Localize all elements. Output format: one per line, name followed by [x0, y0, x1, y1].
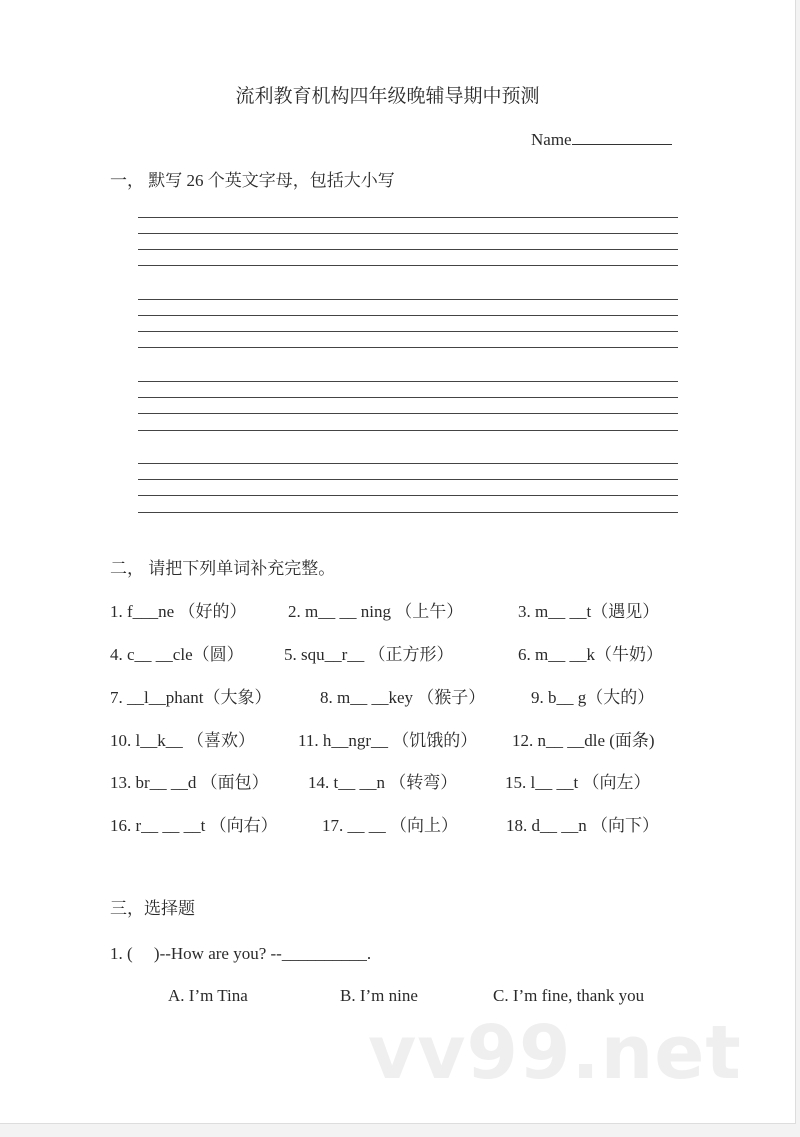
writing-line [138, 331, 678, 332]
writing-line [138, 430, 678, 431]
option-c: C. I’m fine, thank you [493, 986, 645, 1005]
writing-line [138, 413, 678, 414]
section2-heading: 二， 请把下列单词补充完整。 [110, 559, 336, 578]
page-title: 流利教育机构四年级晚辅导期中预测 [235, 86, 540, 107]
writing-line [138, 217, 678, 218]
writing-line [138, 479, 678, 480]
name-label: Name [531, 130, 572, 149]
fill-item: 1. f___ne （好的） [110, 602, 247, 621]
writing-line [138, 397, 678, 398]
watermark: vv99.net [368, 1010, 742, 1096]
fill-item: 18. d__ __n （向下） [506, 816, 659, 835]
fill-item: 3. m__ __t（遇见） [518, 602, 660, 621]
writing-line [138, 512, 678, 513]
fill-item: 17. __ __ （向上） [322, 816, 458, 835]
writing-line [138, 233, 678, 234]
fill-item: 13. br__ __d （面包） [110, 773, 269, 792]
writing-line [138, 347, 678, 348]
writing-line [138, 463, 678, 464]
writing-line [138, 299, 678, 300]
fill-item: 8. m__ __key （猴子） [320, 688, 486, 707]
name-field [531, 130, 672, 150]
fill-item: 6. m__ __k（牛奶） [518, 645, 663, 664]
fill-item: 4. c__ __cle（圆） [110, 645, 244, 664]
fill-item: 2. m__ __ ning （上午） [288, 602, 464, 621]
writing-line [138, 315, 678, 316]
option-b: B. I’m nine [340, 986, 418, 1005]
fill-item: 12. n__ __dle (面条) [512, 731, 655, 750]
writing-line [138, 495, 678, 496]
writing-line [138, 381, 678, 382]
fill-item: 7. __l__phant（大象） [110, 688, 272, 707]
fill-item: 16. r__ __ __t （向右） [110, 816, 278, 835]
fill-item: 11. h__ngr__ （饥饿的） [298, 731, 478, 750]
fill-item: 9. b__ g（大的） [531, 688, 655, 707]
fill-item: 15. l__ __t （向左） [505, 773, 651, 792]
option-a: A. I’m Tina [168, 986, 248, 1005]
name-blank [572, 130, 672, 145]
writing-line [138, 265, 678, 266]
choice-question: 1. ( )--How are you? --__________. [110, 944, 372, 963]
fill-item: 10. l__k__ （喜欢） [110, 731, 255, 750]
fill-item: 5. squ__r__ （正方形） [284, 645, 454, 664]
section1-heading: 一， 默写 26 个英文字母，包括大小写 [110, 171, 395, 190]
fill-item: 14. t__ __n （转弯） [308, 773, 458, 792]
writing-line [138, 249, 678, 250]
section3-heading: 三，选择题 [110, 899, 195, 918]
